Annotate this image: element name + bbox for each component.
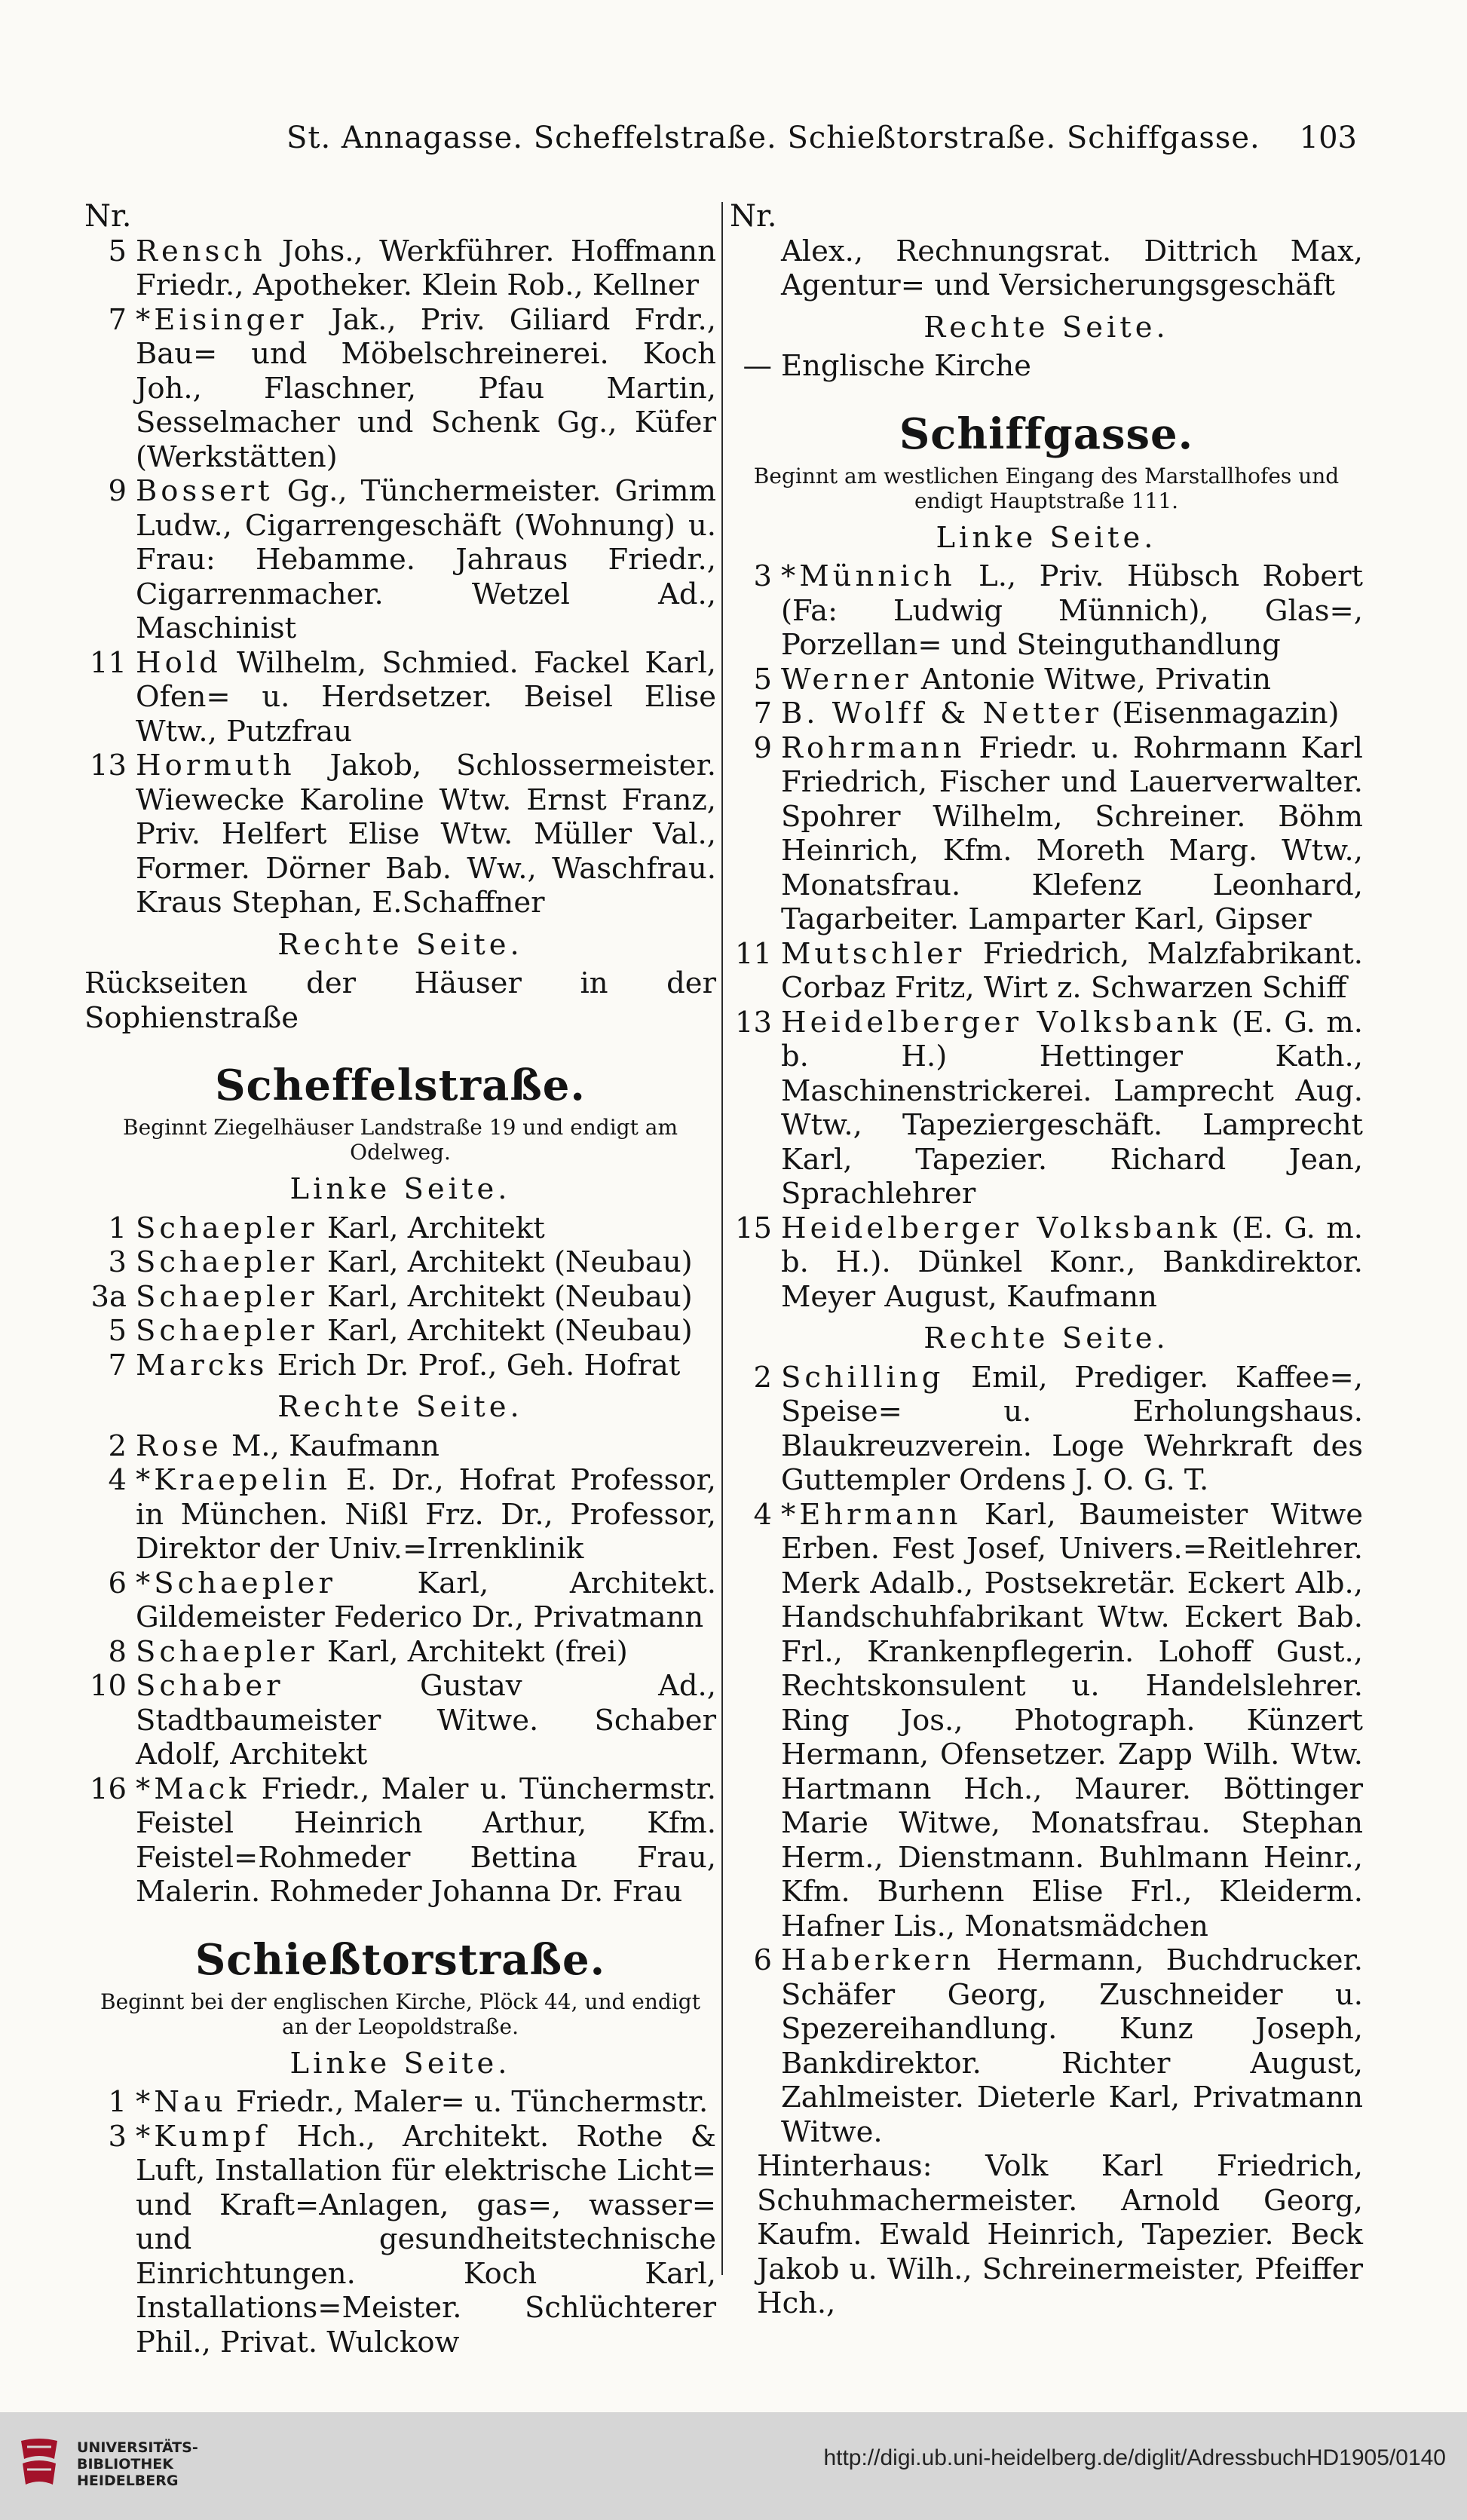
resident-name: Rohrmann	[781, 730, 966, 765]
side-label: Linke Seite.	[936, 520, 1157, 555]
list-item	[84, 1566, 716, 1635]
resident-details: Karl, Baumeister Witwe Erben. Fest Josef, Univers.=Reitlehrer. Merk Adalb., Postsekretär. Eckert Alb., Handschuhfabrikant Wtw. Eckert Bab. Frl., Krankenpflegerin. Lohoff Gust., Rechtskonsulent u. Handelslehrer. Ring Jos., Photograph. Künzert Hermann, Ofensetzer. Zapp Wilh. Wtw. Hartmann Hch., Maurer. Böttinger Marie Witwe, Monatsfrau. Stephan Herm., Dienstmann. Buhlmann Heinr., Kfm. Burhenn Elise Frl., Kleiderm. Hafner Lis., Monatsmädchen	[781, 1497, 1363, 1943]
house-number: —	[743, 349, 772, 383]
list-item	[84, 1280, 716, 1315]
list-item	[730, 937, 1363, 1006]
resident-details: Wilhelm, Schmied. Fackel Karl, Ofen= u. Herdsetzer. Beisel Elise Wtw., Putzfrau	[136, 645, 716, 749]
resident-name: *Kraepelin	[136, 1463, 332, 1497]
resident-details: Karl, Architekt (frei)	[317, 1634, 628, 1669]
house-number: 13	[735, 1005, 772, 1040]
list-item	[84, 646, 716, 749]
resident-details: E. Dr., Hofrat Professor, in München. Nißl Frz. Dr., Professor, Direktor der Univ.=Irrenklinik	[136, 1463, 716, 1566]
house-number: 2	[108, 1428, 127, 1463]
list-item	[84, 1245, 716, 1280]
column-nr-label: Nr.	[730, 199, 777, 234]
resident-details: Karl, Architekt (Neubau)	[317, 1279, 693, 1314]
house-number: 6	[753, 1943, 772, 1977]
house-number: 3a	[90, 1279, 127, 1314]
street-heading: Schießtorstraße.	[194, 1934, 606, 1985]
house-number: 11	[90, 645, 127, 680]
resident-details: Gg., Tünchermeister. Grimm Ludw., Cigarrengeschäft (Wohnung) u. Frau: Hebamme. Jahraus Friedr., Cigarrenmacher. Wetzel Ad., Maschinist	[136, 474, 716, 645]
resident-details: Friedr. u. Rohrmann Karl Friedrich, Fischer und Lauerverwalter. Spohrer Wilhelm, Schreiner. Böhm Heinrich, Kfm. Moreth Marg. Wtw., Monatsfrau. Klefenz Leonhard, Tagarbeiter. Lamparter Karl, Gipser	[781, 730, 1363, 936]
house-number: 11	[735, 936, 772, 971]
list-item	[730, 1498, 1363, 1944]
hinterhaus-entry	[730, 2149, 1363, 2321]
resident-name: *Ehrmann	[781, 1497, 962, 1532]
resident-name: *Eisinger	[136, 302, 308, 337]
house-number: 5	[108, 234, 127, 268]
continued-text: Alex., Rechnungsrat. Dittrich Max, Agentur= und Versicherungsgeschäft	[781, 234, 1363, 302]
resident-details: Johs., Werkführer. Hoffmann Friedr., Apotheker. Klein Rob., Kellner	[136, 234, 716, 302]
resident-name: Rose	[136, 1428, 222, 1463]
street-heading: Schiffgasse.	[899, 409, 1194, 459]
resident-name: Hold	[136, 645, 222, 680]
list-item	[84, 303, 716, 475]
list-item	[730, 697, 1363, 731]
resident-name: Schaber	[136, 1669, 284, 1703]
resident-name: Haberkern	[781, 1943, 975, 1977]
source-url-link[interactable]: http://digi.ub.uni-heidelberg.de/diglit/AdressbuchHD1905/0140	[823, 2445, 1446, 2470]
resident-name: Schaepler	[136, 1314, 318, 1348]
list-item	[84, 2120, 716, 2360]
resident-name: *Münnich	[781, 559, 956, 593]
list-item	[84, 474, 716, 646]
resident-details: Jakob, Schlossermeister. Wiewecke Karoline Wtw. Ernst Franz, Priv. Helfert Elise Wtw. Müller Val., Former. Dörner Bab. Ww., Waschfrau. Kraus Stephan, E.Schaffner	[136, 749, 716, 920]
resident-name: *Schaepler	[136, 1566, 336, 1600]
list-item	[730, 1361, 1363, 1498]
house-number: 7	[108, 302, 127, 337]
side-label: Rechte Seite.	[277, 1390, 523, 1424]
list-item	[730, 1211, 1363, 1315]
resident-details: Karl, Architekt (Neubau)	[317, 1314, 693, 1348]
list-item	[84, 1635, 716, 1670]
resident-name: Schaepler	[136, 1279, 318, 1314]
house-number: 8	[108, 1634, 127, 1669]
resident-details: Gustav Ad., Stadtbaumeister Witwe. Schaber Adolf, Architekt	[136, 1669, 716, 1771]
house-number: 6	[108, 1566, 127, 1600]
scheffel-right-side-list	[84, 1429, 716, 1909]
street-heading: Scheffelstraße.	[215, 1061, 586, 1110]
house-number: 3	[108, 1245, 127, 1279]
list-item	[84, 1669, 716, 1772]
house-number: 9	[108, 474, 127, 508]
resident-name: *Nau	[136, 2085, 227, 2119]
right-column	[730, 200, 1363, 2321]
resident-name: Heidelberger Volksbank	[781, 1005, 1221, 1040]
house-number: 7	[753, 697, 772, 730]
list-item	[730, 559, 1363, 663]
resident-details: Hch., Architekt. Rothe & Luft, Installation für elektrische Licht= und Kraft=Anlagen, gas=, wasser= und gesundheitstechnische Einrichtungen. Koch Karl, Installations=Meister. Schlüchterer Phil., Privat. Wulckow	[136, 2119, 716, 2359]
scheffel-left-side-list	[84, 1211, 716, 1383]
resident-name: Heidelberger Volksbank	[781, 1211, 1221, 1245]
left-column	[84, 200, 716, 2359]
resident-name: *Kumpf	[136, 2119, 270, 2154]
resident-name: Marcks	[136, 1348, 268, 1382]
resident-details: Friedr., Maler= u. Tünchermstr.	[226, 2085, 709, 2119]
resident-name: *Mack	[136, 1771, 250, 1806]
column-nr-label: Nr.	[84, 199, 132, 234]
house-number: 4	[753, 1497, 772, 1532]
list-item	[84, 749, 716, 920]
list-item	[84, 234, 716, 303]
house-number: 1	[108, 2085, 127, 2119]
house-number: 2	[753, 1360, 772, 1395]
house-number: 15	[735, 1211, 772, 1245]
house-number: 3	[108, 2119, 127, 2154]
resident-details: Friedr., Maler u. Tünchermstr. Feistel Heinrich Arthur, Kfm. Feistel=Rohmeder Bettina Frau, Malerin. Rohmeder Johanna Dr. Frau	[136, 1771, 716, 1909]
resident-details: Karl, Architekt. Gildemeister Federico Dr., Privatmann	[136, 1566, 716, 1634]
right-side-note: Rückseiten der Häuser in der Sophienstraße	[84, 966, 716, 1035]
resident-details: Antonie Witwe, Privatin	[911, 662, 1272, 697]
resident-details: (Eisenmagazin)	[1102, 697, 1340, 730]
resident-details: Erich Dr. Prof., Geh. Hofrat	[268, 1348, 681, 1382]
resident-name: Schilling	[781, 1360, 945, 1395]
resident-name: B. Wolff & Netter	[781, 697, 1103, 730]
resident-name: Schaepler	[136, 1245, 318, 1279]
annagasse-left-side-list	[84, 234, 716, 920]
column-divider	[721, 202, 723, 2275]
resident-name: Bossert	[136, 474, 274, 508]
resident-name: Mutschler	[781, 936, 966, 971]
list-item	[84, 1211, 716, 1246]
side-label: Linke Seite.	[289, 1172, 511, 1206]
resident-details: Karl, Architekt	[317, 1211, 545, 1245]
list-item	[84, 1349, 716, 1383]
list-item	[730, 663, 1363, 697]
page-header	[286, 121, 1357, 155]
schiesstor-left-side-list	[84, 2085, 716, 2359]
resident-name: Rensch	[136, 234, 266, 268]
resident-details: Karl, Architekt (Neubau)	[317, 1245, 693, 1279]
list-item	[84, 2085, 716, 2120]
schiff-right-side-list	[730, 1361, 1363, 2321]
house-number: 16	[90, 1771, 127, 1806]
side-label: Rechte Seite.	[277, 927, 523, 962]
resident-details: Hermann, Buchdrucker. Schäfer Georg, Zuschneider u. Spezereihandlung. Kunz Joseph, Bankdirektor. Richter August, Zahlmeister. Dieterle Karl, Privatmann Witwe.	[781, 1943, 1363, 2149]
list-item	[730, 1943, 1363, 2149]
side-label: Rechte Seite.	[923, 1321, 1169, 1355]
resident-details: Jak., Priv. Giliard Frdr., Bau= und Möbelschreinerei. Koch Joh., Flaschner, Pfau Martin, Sesselmacher und Schenk Gg., Küfer (Werkstätten)	[136, 302, 716, 474]
side-label: Linke Seite.	[289, 2046, 511, 2081]
hinterhaus-text: Hinterhaus: Volk Karl Friedrich, Schuhmachermeister. Arnold Georg, Kaufm. Ewald Heinrich, Tapezier. Beck Jakob u. Wilh., Schreinermeister, Pfeiffer Hch.,	[757, 2149, 1363, 2320]
house-number: 5	[753, 662, 772, 697]
house-number: 10	[90, 1669, 127, 1703]
schiff-left-side-list	[730, 559, 1363, 1314]
house-number: 13	[90, 749, 127, 782]
resident-details: Friedrich, Malzfabrikant. Corbaz Fritz, Wirt z. Schwarzen Schiff	[781, 936, 1363, 1005]
resident-name: Hormuth	[136, 749, 296, 782]
resident-details: (E. G. m. b. H.) Hettinger Kath., Maschinenstrickerei. Lamprecht Aug. Wtw., Tapeziergeschäft. Lamprecht Karl, Tapezier. Richard Jean, Sprachlehrer	[781, 1005, 1363, 1211]
list-item	[730, 1006, 1363, 1211]
resident-details: L., Priv. Hübsch Robert (Fa: Ludwig Münnich), Glas=, Porzellan= und Steinguthandlung	[781, 559, 1363, 662]
resident-details: Emil, Prediger. Kaffee=, Speise= u. Erholungshaus. Blaukreuzverein. Loge Wehrkraft des Guttempler Ordens J. O. G. T.	[781, 1360, 1363, 1497]
running-title: St. Annagasse. Scheffelstraße. Schießtorstraße. Schiffgasse.	[286, 121, 1260, 155]
resident-name: Werner	[781, 662, 912, 697]
list-item	[84, 1314, 716, 1349]
house-number: 1	[108, 1211, 127, 1245]
list-item	[84, 1463, 716, 1566]
house-number: 3	[753, 559, 772, 593]
house-number: 5	[108, 1314, 127, 1348]
library-name: UNIVERSITÄTS- BIBLIOTHEK HEIDELBERG	[77, 2439, 198, 2489]
street-description: Beginnt bei der englischen Kirche, Plöck 44, und endigt an der Leopoldstraße.	[100, 1989, 700, 2039]
resident-name: Schaepler	[136, 1634, 318, 1669]
street-description: Beginnt am westlichen Eingang des Marstallhofes und endigt Hauptstraße 111.	[753, 463, 1340, 513]
footer-bar	[0, 2412, 1467, 2520]
house-number: 4	[108, 1463, 127, 1497]
house-number: 7	[108, 1348, 127, 1382]
resident-details: Englische Kirche	[781, 349, 1031, 383]
page-number: 103	[1299, 121, 1357, 155]
resident-name: Schaepler	[136, 1211, 318, 1245]
list-item	[84, 1429, 716, 1464]
resident-details: (E. G. m. b. H.). Dünkel Konr., Bankdirektor. Meyer August, Kaufmann	[781, 1211, 1363, 1314]
resident-details: M., Kaufmann	[222, 1428, 439, 1463]
list-item	[84, 1772, 716, 1909]
list-item-continued	[730, 234, 1363, 303]
house-number: 9	[753, 730, 772, 765]
side-label: Rechte Seite.	[923, 310, 1169, 344]
library-logo-icon	[17, 2436, 62, 2489]
street-description: Beginnt Ziegelhäuser Landstraße 19 und endigt am Odelweg.	[123, 1115, 678, 1165]
list-item	[730, 731, 1363, 937]
list-item	[730, 349, 1363, 384]
